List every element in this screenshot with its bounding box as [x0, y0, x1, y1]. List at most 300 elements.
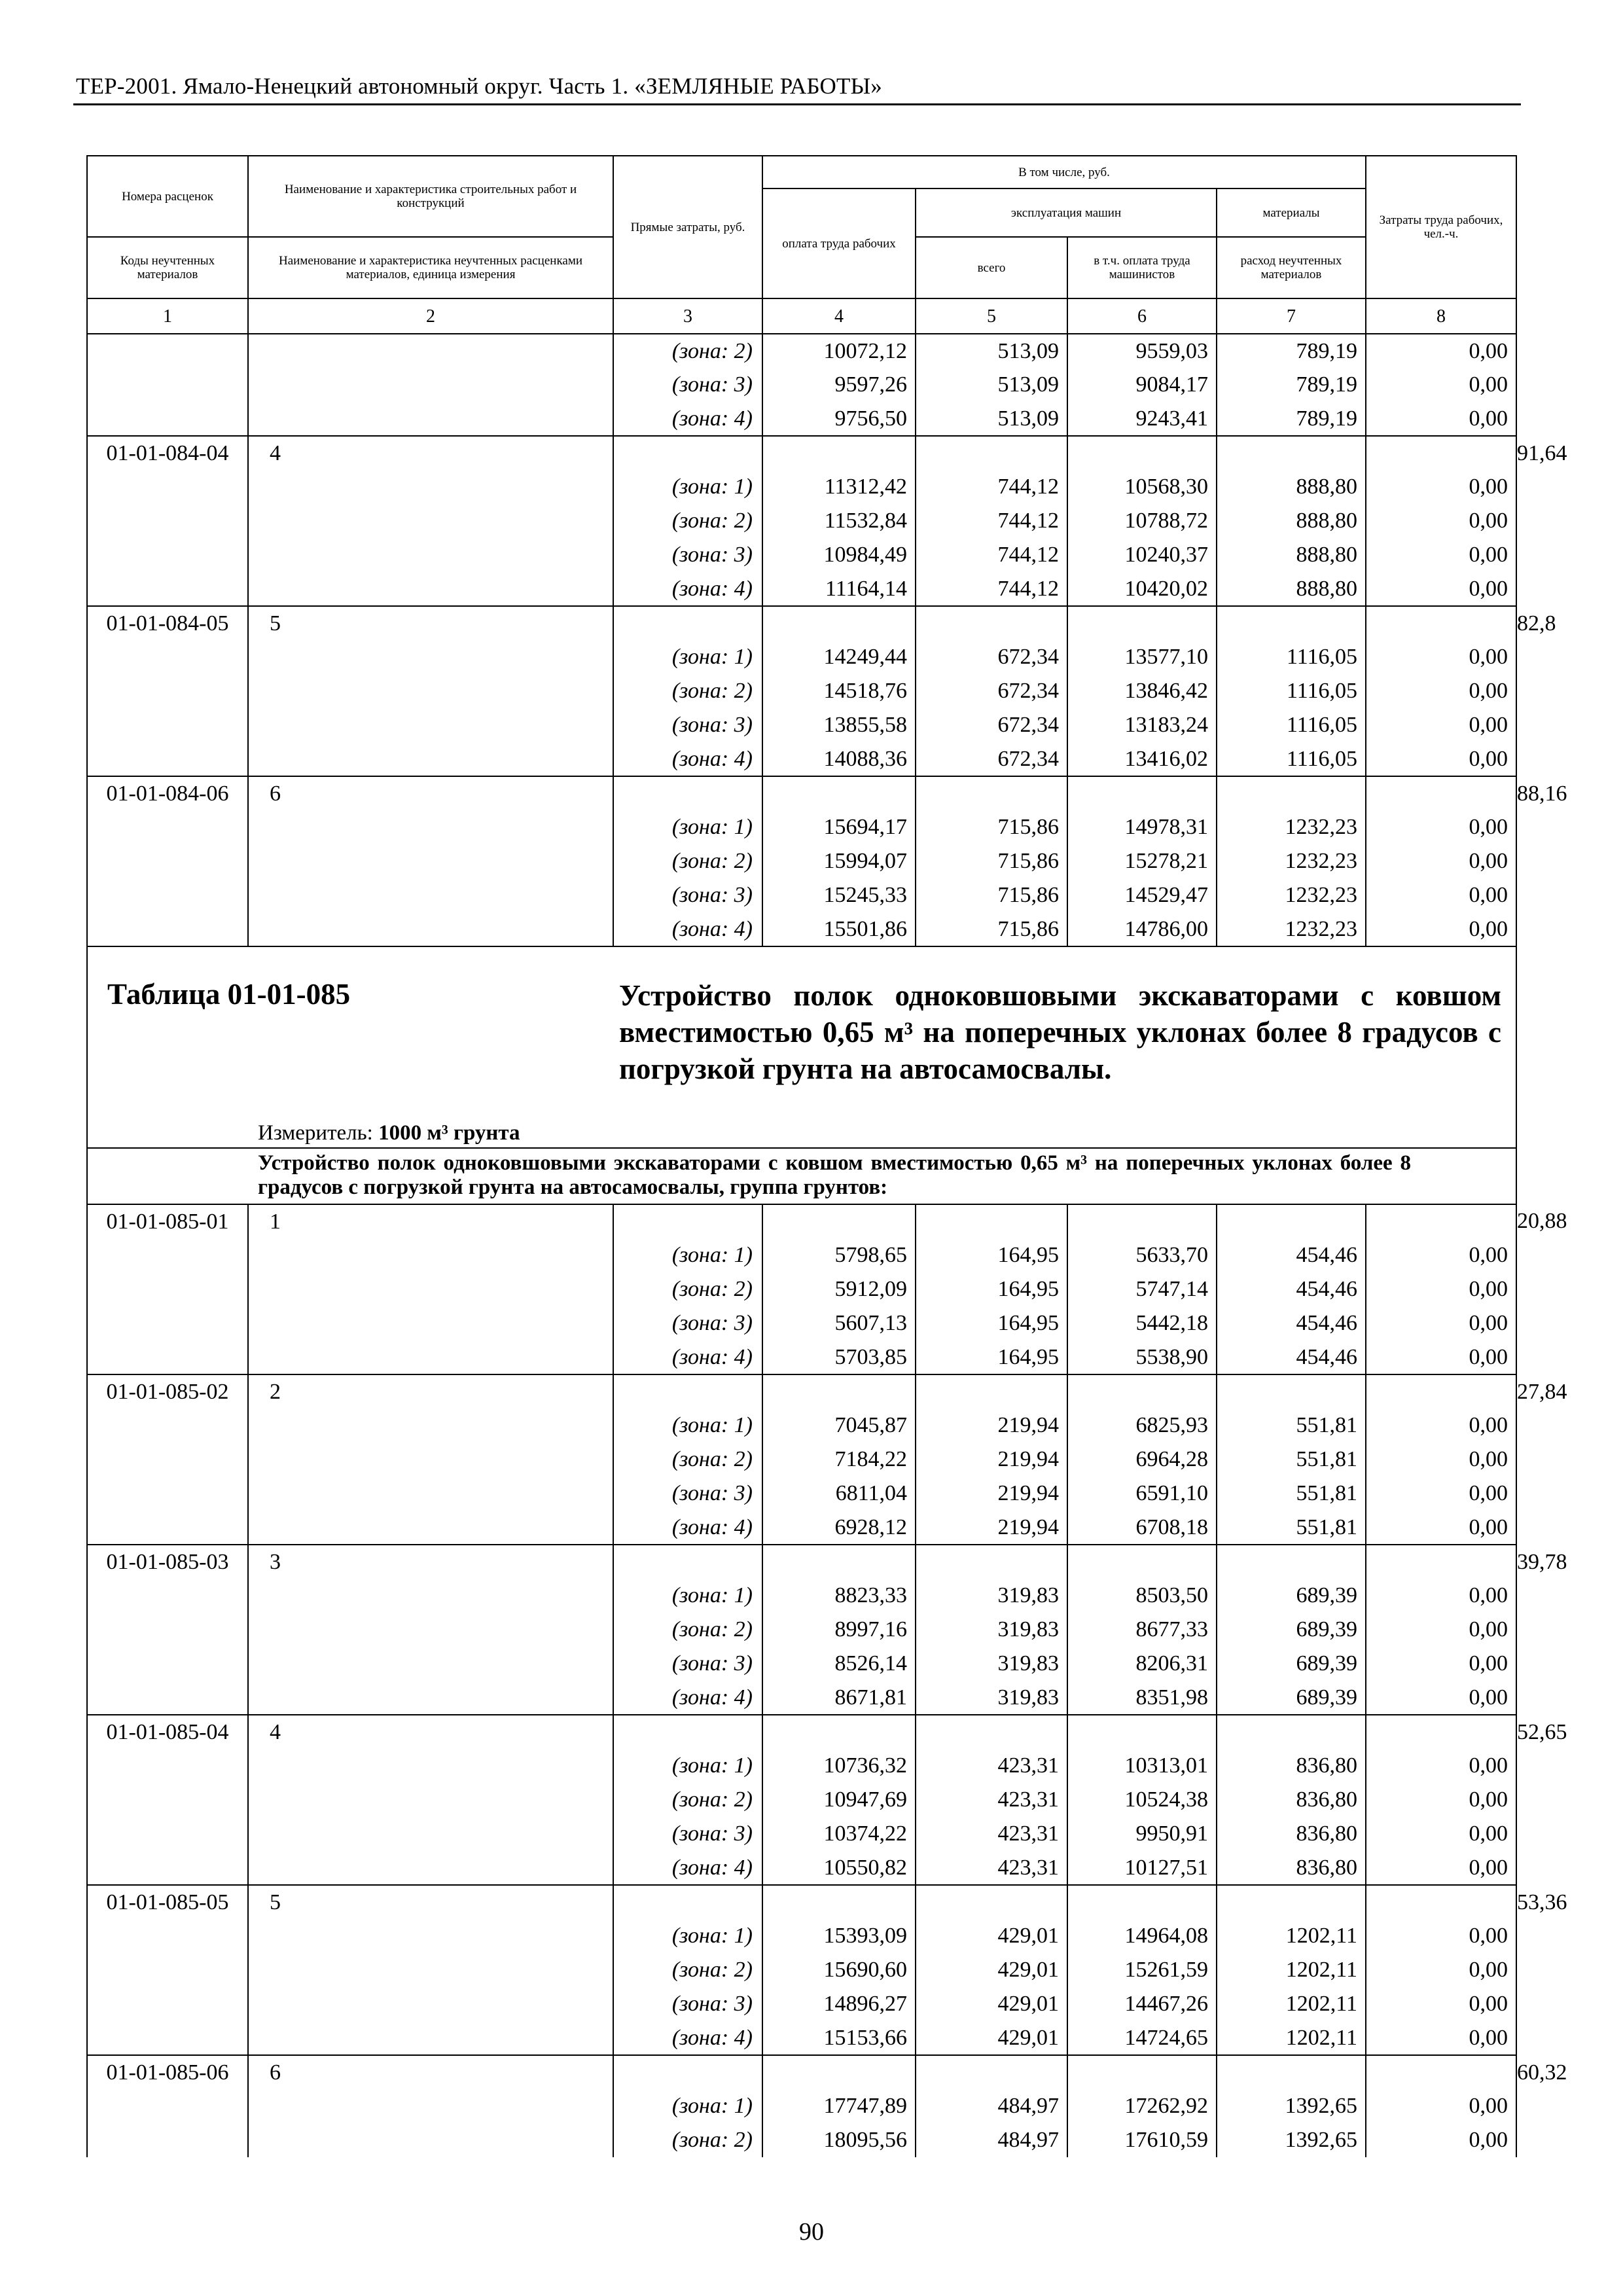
zone-row [87, 1953, 1516, 1987]
materials-cell: 0,00 [1366, 402, 1516, 436]
direct-costs-cell: 18095,56 [762, 2123, 916, 2157]
zone-row [87, 1477, 1516, 1511]
machines-total-cell: 5633,70 [1067, 1238, 1217, 1272]
direct-costs-cell: 7184,22 [762, 1443, 916, 1477]
zone-label-cell: (зона: 2) [613, 1953, 762, 1987]
direct-costs-cell: 10072,12 [762, 334, 916, 368]
soil-group-cell [248, 1408, 613, 1443]
table-header [87, 156, 1516, 334]
zone-row [87, 1238, 1516, 1272]
materials-cell: 0,00 [1366, 1783, 1516, 1817]
machines-header: эксплуатация машин [916, 188, 1217, 237]
materials-cell: 0,00 [1366, 1613, 1516, 1647]
operators-pay-cell: 888,80 [1217, 572, 1366, 606]
rate-group-row: 01-01-084-05 5 82,8 [87, 606, 1516, 640]
direct-costs-cell: 6928,12 [762, 1511, 916, 1545]
zone-label-cell: (зона: 1) [613, 1919, 762, 1953]
labor-pay-cell: 715,86 [916, 912, 1067, 946]
zone-label-cell [613, 776, 762, 810]
rate-code-cell [87, 402, 248, 436]
labor-pay-cell [916, 1545, 1067, 1579]
machines-total-cell [1067, 1545, 1217, 1579]
direct-costs-cell: 17747,89 [762, 2089, 916, 2123]
rate-code-cell [87, 1477, 248, 1511]
materials-cell: 0,00 [1366, 844, 1516, 878]
soil-group-cell: 5 [248, 1885, 613, 1919]
machines-total-cell: 9084,17 [1067, 368, 1217, 402]
materials-cell: 0,00 [1366, 742, 1516, 776]
machines-total-cell: 6591,10 [1067, 1477, 1217, 1511]
soil-group-cell [248, 1987, 613, 2021]
soil-group-cell [248, 2089, 613, 2123]
operators-pay-cell: 454,46 [1217, 1238, 1366, 1272]
labor-pay-cell: 164,95 [916, 1272, 1067, 1306]
rate-group-row: 01-01-085-03 3 39,78 [87, 1545, 1516, 1579]
table-subtitle: Устройство полок одноковшовыми экскаваторами с ковшом вместимостью 0,65 м³ на поперечных уклонах более 8 градусов с погрузкой грунта на автосамосвалы, группа грунтов: [87, 1148, 1516, 1204]
zone-row [87, 1340, 1516, 1374]
rate-code-cell [87, 878, 248, 912]
zone-label-cell [613, 1204, 762, 1238]
zone-row [87, 402, 1516, 436]
materials-cell: 0,00 [1366, 1987, 1516, 2021]
rate-code-cell [87, 640, 248, 674]
zone-label-cell: (зона: 2) [613, 1272, 762, 1306]
materials-cell: 0,00 [1366, 1749, 1516, 1783]
zone-row [87, 640, 1516, 674]
rate-code-cell: 01-01-085-06 [87, 2055, 248, 2089]
soil-group-cell [248, 1477, 613, 1511]
operators-pay-cell: 1202,11 [1217, 1987, 1366, 2021]
operators-pay-cell: 454,46 [1217, 1272, 1366, 1306]
operators-pay-cell [1217, 1204, 1366, 1238]
zone-row [87, 1817, 1516, 1851]
soil-group-cell [248, 810, 613, 844]
soil-group-cell [248, 368, 613, 402]
operators-pay-cell: 689,39 [1217, 1681, 1366, 1715]
zone-row [87, 1511, 1516, 1545]
materials-cell [1366, 606, 1516, 640]
labor-pay-cell: 513,09 [916, 402, 1067, 436]
operators-pay-cell: 1232,23 [1217, 810, 1366, 844]
rate-code-cell [87, 1272, 248, 1306]
direct-costs-cell: 9756,50 [762, 402, 916, 436]
machines-total-cell [1067, 1204, 1217, 1238]
zone-row [87, 1613, 1516, 1647]
direct-costs-cell [762, 1374, 916, 1408]
zone-label-cell: (зона: 3) [613, 538, 762, 572]
soil-group-cell [248, 640, 613, 674]
zone-label-cell [613, 1545, 762, 1579]
direct-costs-cell [762, 1545, 916, 1579]
operators-pay-cell: 789,19 [1217, 334, 1366, 368]
machines-total-cell [1067, 1374, 1217, 1408]
soil-group-cell [248, 1613, 613, 1647]
zone-row [87, 844, 1516, 878]
machines-total-cell: 8677,33 [1067, 1613, 1217, 1647]
materials-cell [1366, 1885, 1516, 1919]
machines-total-cell [1067, 776, 1217, 810]
direct-costs-cell: 5703,85 [762, 1340, 916, 1374]
column-number: 8 [1366, 298, 1516, 334]
labor-pay-cell: 319,83 [916, 1647, 1067, 1681]
labor-pay-cell [916, 2055, 1067, 2089]
zone-label-cell: (зона: 1) [613, 810, 762, 844]
materials-cell [1366, 1374, 1516, 1408]
header-rule [73, 103, 1521, 105]
rate-code-cell [87, 1851, 248, 1885]
rate-code-cell [87, 1749, 248, 1783]
labor-pay-cell: 715,86 [916, 844, 1067, 878]
rate-code-cell [87, 1613, 248, 1647]
zone-row [87, 470, 1516, 504]
operators-pay-cell: 836,80 [1217, 1817, 1366, 1851]
materials-cell: 0,00 [1366, 368, 1516, 402]
soil-group-cell [248, 1272, 613, 1306]
rate-code-cell [87, 572, 248, 606]
machines-total-cell: 9243,41 [1067, 402, 1217, 436]
operators-pay-cell [1217, 1545, 1366, 1579]
col-direct-costs-header: Прямые затраты, руб. [613, 156, 762, 298]
materials-cell: 0,00 [1366, 572, 1516, 606]
zone-label-cell: (зона: 4) [613, 1681, 762, 1715]
soil-group-cell [248, 1919, 613, 1953]
rate-code-cell [87, 1443, 248, 1477]
direct-costs-cell: 15501,86 [762, 912, 916, 946]
operators-pay-cell: 1392,65 [1217, 2123, 1366, 2157]
labor-pay-cell [916, 606, 1067, 640]
zone-label-cell: (зона: 4) [613, 2021, 762, 2055]
zone-label-cell: (зона: 4) [613, 912, 762, 946]
operators-pay-cell: 454,46 [1217, 1306, 1366, 1340]
labor-pay-cell: 219,94 [916, 1408, 1067, 1443]
direct-costs-cell: 10736,32 [762, 1749, 916, 1783]
materials-header: материалы [1217, 188, 1366, 237]
labor-pay-cell: 484,97 [916, 2123, 1067, 2157]
labor-pay-cell: 423,31 [916, 1749, 1067, 1783]
direct-costs-cell [762, 1204, 916, 1238]
rate-group-row: 01-01-085-05 5 53,36 [87, 1885, 1516, 1919]
soil-group-cell [248, 2021, 613, 2055]
table-title: Таблица 01-01-085 [107, 978, 351, 1011]
operators-pay-cell: 1392,65 [1217, 2089, 1366, 2123]
soil-group-cell [248, 708, 613, 742]
zone-label-cell: (зона: 1) [613, 2089, 762, 2123]
soil-group-cell [248, 1749, 613, 1783]
col-materials-usage-header: расход неучтенных материалов [1217, 237, 1366, 298]
labor-pay-cell: 744,12 [916, 572, 1067, 606]
rate-code-cell: 01-01-085-01 [87, 1204, 248, 1238]
soil-group-cell [248, 912, 613, 946]
operators-pay-cell: 1232,23 [1217, 878, 1366, 912]
zone-row [87, 810, 1516, 844]
machines-total-cell: 10127,51 [1067, 1851, 1217, 1885]
direct-costs-cell: 15153,66 [762, 2021, 916, 2055]
direct-costs-cell: 5912,09 [762, 1272, 916, 1306]
operators-pay-cell: 551,81 [1217, 1443, 1366, 1477]
machines-total-cell: 14529,47 [1067, 878, 1217, 912]
machines-total-cell: 10313,01 [1067, 1749, 1217, 1783]
direct-costs-cell: 13855,58 [762, 708, 916, 742]
labor-pay-cell: 672,34 [916, 674, 1067, 708]
zone-row [87, 2021, 1516, 2055]
rate-code-cell [87, 2123, 248, 2157]
zone-label-cell: (зона: 2) [613, 1783, 762, 1817]
soil-group-cell: 3 [248, 1545, 613, 1579]
direct-costs-cell: 8671,81 [762, 1681, 916, 1715]
machines-total-cell: 10240,37 [1067, 538, 1217, 572]
page-number: 90 [799, 2218, 824, 2246]
materials-cell: 0,00 [1366, 470, 1516, 504]
zone-row [87, 1749, 1516, 1783]
labor-pay-cell: 219,94 [916, 1511, 1067, 1545]
materials-cell: 0,00 [1366, 708, 1516, 742]
operators-pay-cell [1217, 1374, 1366, 1408]
labor-pay-cell: 423,31 [916, 1783, 1067, 1817]
zone-row [87, 912, 1516, 946]
machines-total-cell: 17262,92 [1067, 2089, 1217, 2123]
zone-row [87, 572, 1516, 606]
machines-total-cell: 6825,93 [1067, 1408, 1217, 1443]
zone-label-cell [613, 1715, 762, 1749]
labor-pay-cell [916, 436, 1067, 470]
labor-pay-cell: 423,31 [916, 1851, 1067, 1885]
labor-pay-cell: 715,86 [916, 878, 1067, 912]
rate-code-cell: 01-01-085-02 [87, 1374, 248, 1408]
rate-group-row: 01-01-085-01 1 20,88 [87, 1204, 1516, 1238]
rate-code-cell: 01-01-085-03 [87, 1545, 248, 1579]
soil-group-cell [248, 2123, 613, 2157]
labor-pay-cell: 429,01 [916, 1953, 1067, 1987]
direct-costs-cell: 11532,84 [762, 504, 916, 538]
table-085-rows [87, 1204, 1567, 2157]
materials-cell [1366, 2055, 1516, 2089]
zone-label-cell: (зона: 2) [613, 674, 762, 708]
labor-pay-cell: 672,34 [916, 640, 1067, 674]
rates-table [86, 155, 1567, 2157]
materials-cell: 0,00 [1366, 2021, 1516, 2055]
zone-label-cell: (зона: 2) [613, 334, 762, 368]
rate-code-cell [87, 1681, 248, 1715]
machines-total-cell [1067, 606, 1217, 640]
col-labor-pay-header: оплата труда рабочих [762, 188, 916, 298]
direct-costs-cell: 9597,26 [762, 368, 916, 402]
soil-group-cell [248, 1783, 613, 1817]
labor-pay-cell: 744,12 [916, 538, 1067, 572]
direct-costs-cell: 10947,69 [762, 1783, 916, 1817]
zone-label-cell [613, 1374, 762, 1408]
direct-costs-cell: 5607,13 [762, 1306, 916, 1340]
labor-pay-cell: 672,34 [916, 742, 1067, 776]
rate-code-cell [87, 1647, 248, 1681]
machines-total-cell: 6708,18 [1067, 1511, 1217, 1545]
zone-row [87, 708, 1516, 742]
rate-code-cell [87, 912, 248, 946]
operators-pay-cell: 1232,23 [1217, 912, 1366, 946]
materials-cell: 0,00 [1366, 1919, 1516, 1953]
col-machines-total-header: всего [916, 237, 1067, 298]
direct-costs-cell: 8823,33 [762, 1579, 916, 1613]
soil-group-cell [248, 572, 613, 606]
zone-label-cell [613, 1885, 762, 1919]
machines-total-cell: 13846,42 [1067, 674, 1217, 708]
labor-pay-cell: 429,01 [916, 1987, 1067, 2021]
machines-total-cell: 14786,00 [1067, 912, 1217, 946]
zone-label-cell: (зона: 4) [613, 572, 762, 606]
operators-pay-cell [1217, 606, 1366, 640]
direct-costs-cell: 6811,04 [762, 1477, 916, 1511]
materials-cell: 0,00 [1366, 1511, 1516, 1545]
labor-pay-cell: 744,12 [916, 504, 1067, 538]
zone-label-cell: (зона: 1) [613, 470, 762, 504]
col-material-names-header: Наименование и характеристика неучтенных расценками материалов, единица измерения [248, 237, 613, 298]
soil-group-cell [248, 1681, 613, 1715]
direct-costs-cell [762, 436, 916, 470]
rate-code-cell [87, 1987, 248, 2021]
materials-cell: 0,00 [1366, 1306, 1516, 1340]
operators-pay-cell: 836,80 [1217, 1783, 1366, 1817]
zone-label-cell [613, 606, 762, 640]
direct-costs-cell: 15245,33 [762, 878, 916, 912]
rate-code-cell: 01-01-085-05 [87, 1885, 248, 1919]
rate-code-cell [87, 810, 248, 844]
zone-row [87, 1919, 1516, 1953]
operators-pay-cell: 551,81 [1217, 1408, 1366, 1443]
direct-costs-cell: 10550,82 [762, 1851, 916, 1885]
soil-group-cell: 5 [248, 606, 613, 640]
operators-pay-cell: 1202,11 [1217, 1919, 1366, 1953]
soil-group-cell [248, 1511, 613, 1545]
soil-group-cell [248, 674, 613, 708]
rate-code-cell [87, 1511, 248, 1545]
zone-label-cell [613, 436, 762, 470]
column-number: 7 [1217, 298, 1366, 334]
soil-group-cell [248, 402, 613, 436]
direct-costs-cell: 5798,65 [762, 1238, 916, 1272]
materials-cell: 0,00 [1366, 1477, 1516, 1511]
machines-total-cell: 10788,72 [1067, 504, 1217, 538]
labor-pay-cell: 423,31 [916, 1817, 1067, 1851]
rate-code-cell [87, 1579, 248, 1613]
zone-row [87, 2089, 1516, 2123]
col-rate-number-header: Номера расценок [87, 156, 248, 237]
zone-row [87, 1408, 1516, 1443]
zone-row [87, 1851, 1516, 1885]
labor-pay-cell [916, 1715, 1067, 1749]
machines-total-cell: 13416,02 [1067, 742, 1217, 776]
operators-pay-cell [1217, 1715, 1366, 1749]
column-number: 3 [613, 298, 762, 334]
materials-cell: 0,00 [1366, 1953, 1516, 1987]
operators-pay-cell: 1116,05 [1217, 674, 1366, 708]
labor-pay-cell: 319,83 [916, 1681, 1067, 1715]
materials-cell: 0,00 [1366, 1579, 1516, 1613]
soil-group-cell [248, 504, 613, 538]
direct-costs-cell: 8526,14 [762, 1647, 916, 1681]
column-number: 1 [87, 298, 248, 334]
zone-label-cell: (зона: 2) [613, 1443, 762, 1477]
zone-label-cell: (зона: 4) [613, 402, 762, 436]
operators-pay-cell: 454,46 [1217, 1340, 1366, 1374]
column-number: 5 [916, 298, 1067, 334]
materials-cell: 0,00 [1366, 1681, 1516, 1715]
labor-pay-cell: 164,95 [916, 1340, 1067, 1374]
soil-group-cell [248, 1647, 613, 1681]
zone-row [87, 1272, 1516, 1306]
labor-pay-cell [916, 776, 1067, 810]
zone-label-cell [613, 2055, 762, 2089]
zone-label-cell: (зона: 2) [613, 1613, 762, 1647]
labor-pay-cell: 715,86 [916, 810, 1067, 844]
labor-pay-cell: 319,83 [916, 1613, 1067, 1647]
column-number: 4 [762, 298, 916, 334]
materials-cell: 0,00 [1366, 640, 1516, 674]
operators-pay-cell [1217, 776, 1366, 810]
operators-pay-cell: 888,80 [1217, 538, 1366, 572]
zone-label-cell: (зона: 3) [613, 1477, 762, 1511]
rate-code-cell: 01-01-084-04 [87, 436, 248, 470]
rate-code-cell [87, 1783, 248, 1817]
labor-pay-cell: 429,01 [916, 1919, 1067, 1953]
rate-code-cell [87, 1340, 248, 1374]
labor-pay-cell: 484,97 [916, 2089, 1067, 2123]
rate-group-row: 01-01-085-02 2 27,84 [87, 1374, 1516, 1408]
soil-group-cell: 2 [248, 1374, 613, 1408]
machines-total-cell: 17610,59 [1067, 2123, 1217, 2157]
rate-code-cell [87, 1408, 248, 1443]
materials-cell: 0,00 [1366, 810, 1516, 844]
materials-cell: 0,00 [1366, 674, 1516, 708]
column-number: 6 [1067, 298, 1217, 334]
zone-row [87, 538, 1516, 572]
machines-total-cell: 5538,90 [1067, 1340, 1217, 1374]
direct-costs-cell: 10984,49 [762, 538, 916, 572]
rate-group-row: 01-01-084-04 4 91,64 [87, 436, 1516, 470]
soil-group-cell [248, 1238, 613, 1272]
zone-label-cell: (зона: 3) [613, 708, 762, 742]
operators-pay-cell: 1116,05 [1217, 742, 1366, 776]
rate-code-cell: 01-01-085-04 [87, 1715, 248, 1749]
operators-pay-cell: 836,80 [1217, 1749, 1366, 1783]
zone-row [87, 1306, 1516, 1340]
rate-code-cell: 01-01-084-05 [87, 606, 248, 640]
zone-label-cell: (зона: 3) [613, 368, 762, 402]
table-084-continuation [87, 334, 1567, 946]
materials-cell: 0,00 [1366, 1443, 1516, 1477]
materials-cell [1366, 1204, 1516, 1238]
rate-code-cell [87, 674, 248, 708]
zone-label-cell: (зона: 2) [613, 2123, 762, 2157]
direct-costs-cell [762, 606, 916, 640]
direct-costs-cell: 14518,76 [762, 674, 916, 708]
zone-label-cell: (зона: 3) [613, 878, 762, 912]
machines-total-cell: 8206,31 [1067, 1647, 1217, 1681]
soil-group-cell [248, 1579, 613, 1613]
operators-pay-cell: 689,39 [1217, 1579, 1366, 1613]
direct-costs-cell: 14249,44 [762, 640, 916, 674]
running-header: ТЕР-2001. Ямало-Ненецкий автономный округ. Часть 1. «ЗЕМЛЯНЫЕ РАБОТЫ» [76, 73, 882, 99]
zone-label-cell: (зона: 1) [613, 1749, 762, 1783]
rate-code-cell [87, 2089, 248, 2123]
machines-total-cell: 6964,28 [1067, 1443, 1217, 1477]
operators-pay-cell: 888,80 [1217, 504, 1366, 538]
materials-cell: 0,00 [1366, 1851, 1516, 1885]
zone-row [87, 878, 1516, 912]
table-085-caption-section [87, 946, 1516, 1204]
zone-row [87, 504, 1516, 538]
col-labor-hours-header: Затраты труда рабочих, чел.-ч. [1366, 156, 1516, 298]
zone-row [87, 674, 1516, 708]
operators-pay-cell [1217, 436, 1366, 470]
